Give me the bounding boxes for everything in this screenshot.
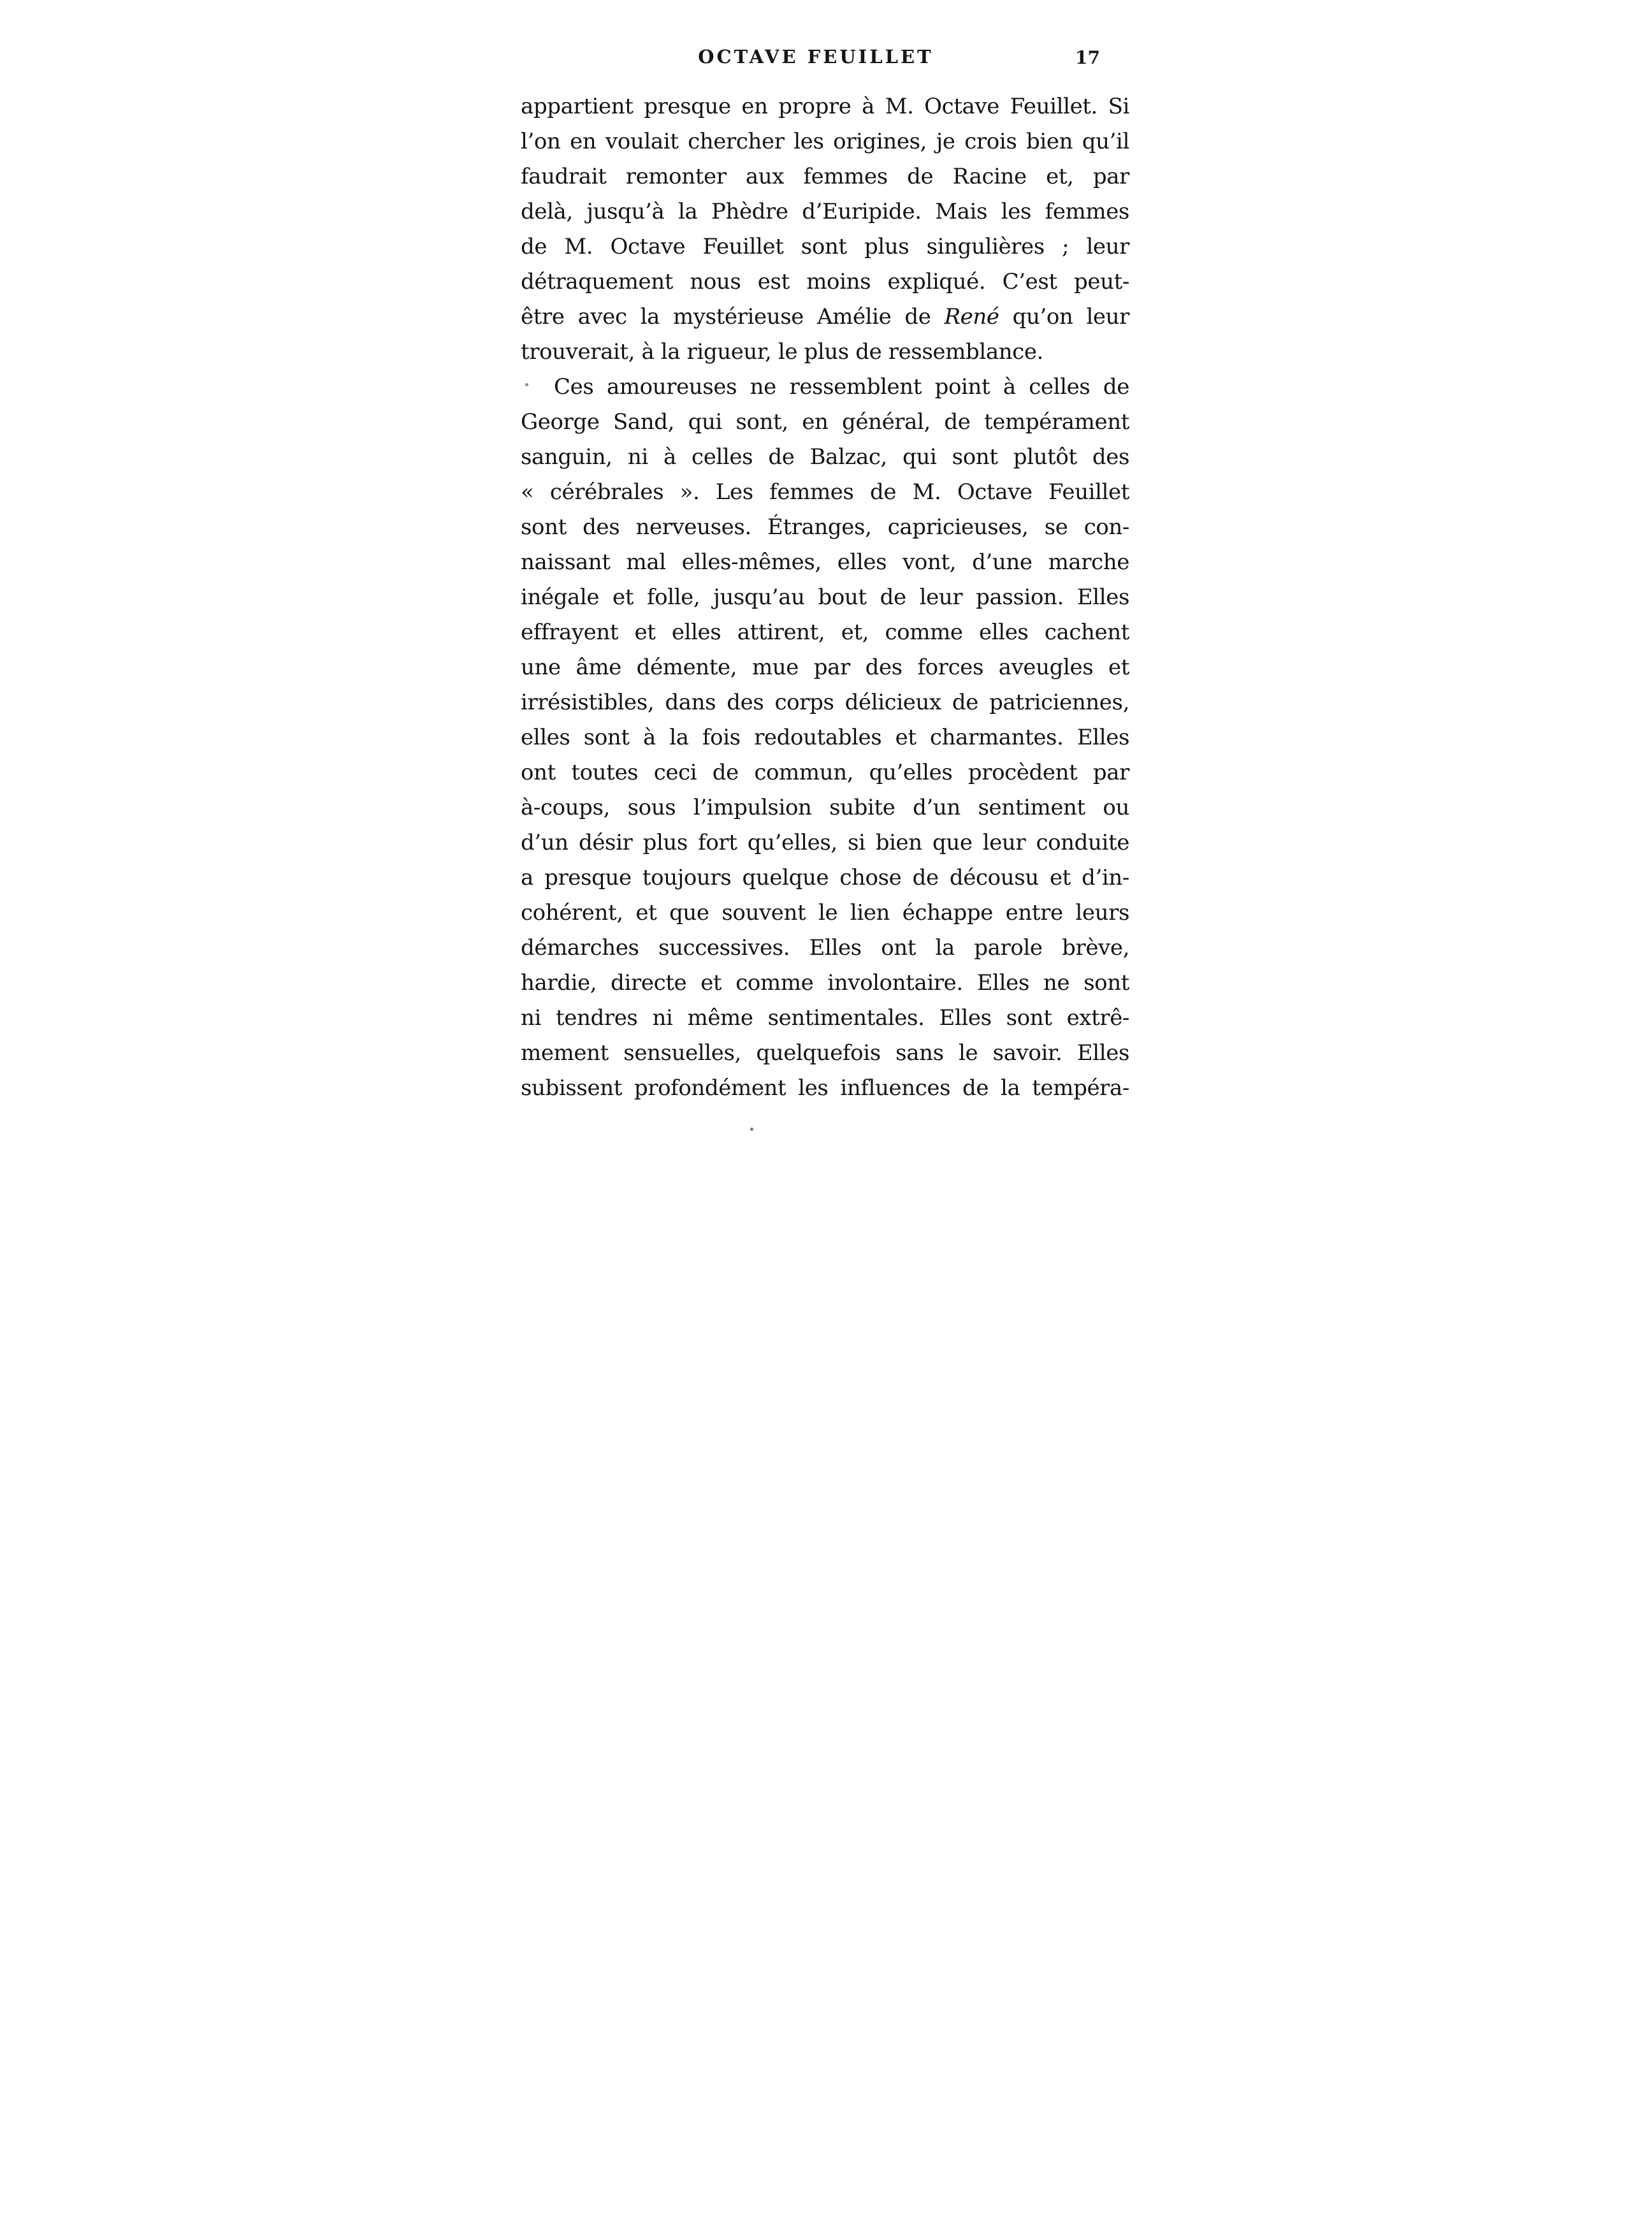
text-line	[521, 335, 1129, 370]
text-line	[521, 825, 1129, 860]
text-line	[521, 405, 1129, 440]
line-text: mement sensuelles, quelquefois sans le savoir. Elles	[521, 1040, 1129, 1066]
line-text: faudrait remonter aux femmes de Racine et, par	[521, 164, 1129, 189]
text-line	[521, 790, 1129, 825]
text-line	[521, 1036, 1129, 1071]
text-line	[521, 229, 1129, 265]
text-line	[521, 720, 1129, 755]
line-text: delà, jusqu’à la Phèdre d’Euripide. Mais les femmes	[521, 199, 1129, 224]
text-line	[521, 755, 1129, 790]
line-text: détraquement nous est moins expliqué. C’est peut-	[521, 269, 1129, 294]
line-text: George Sand, qui sont, en général, de tempérament	[521, 409, 1129, 435]
line-text: subissent profondément les influences de la tempéra-	[521, 1075, 1129, 1101]
line-text: qu’on leur	[999, 304, 1130, 330]
line-text: ni tendres ni même sentimentales. Elles sont extrê-	[521, 1005, 1129, 1031]
text-line	[521, 615, 1129, 650]
paragraph	[521, 370, 1129, 1106]
line-text: elles sont à la fois redoutables et charmantes. Elles	[521, 725, 1129, 750]
line-text: Ces amoureuses ne ressemblent point à celles de	[554, 374, 1129, 400]
line-text: l’on en voulait chercher les origines, je crois bien qu’il	[521, 129, 1129, 154]
text-line	[521, 475, 1129, 510]
line-text: une âme démente, mue par des forces aveugles et	[521, 655, 1129, 680]
page-number: 17	[1075, 47, 1100, 68]
line-text: naissant mal elles-mêmes, elles vont, d’une marche	[521, 549, 1129, 575]
line-text: a presque toujours quelque chose de décousu et d’in-	[521, 865, 1129, 890]
text-line	[521, 1001, 1129, 1036]
italic-book-title: René	[944, 304, 999, 330]
text-line	[521, 124, 1129, 159]
line-text: inégale et folle, jusqu’au bout de leur passion. Elles	[521, 584, 1129, 610]
scan-speck	[750, 1128, 753, 1131]
line-text: « cérébrales ». Les femmes de M. Octave Feuillet	[521, 479, 1129, 505]
running-head-title: OCTAVE FEUILLET	[698, 46, 934, 68]
line-text: irrésistibles, dans des corps délicieux de patriciennes,	[521, 690, 1129, 715]
line-text: sanguin, ni à celles de Balzac, qui sont plutôt des	[521, 444, 1129, 470]
text-line	[521, 300, 1129, 335]
text-line	[521, 896, 1129, 931]
scan-speck	[525, 383, 528, 386]
text-line	[521, 545, 1129, 580]
line-text: être avec la mystérieuse Amélie de	[521, 304, 945, 330]
line-text: hardie, directe et comme involontaire. Elles ne sont	[521, 970, 1129, 996]
text-line	[521, 931, 1129, 966]
text-line	[521, 370, 1129, 405]
text-line	[521, 685, 1129, 720]
text-line	[521, 510, 1129, 545]
line-text: sont des nerveuses. Étranges, capricieuses, se con-	[521, 514, 1129, 540]
line-text: cohérent, et que souvent le lien échappe entre leurs	[521, 900, 1129, 926]
text-line	[521, 1071, 1129, 1106]
line-text: d’un désir plus fort qu’elles, si bien que leur conduite	[521, 830, 1129, 855]
paragraph	[521, 89, 1129, 370]
line-text: de M. Octave Feuillet sont plus singulières ; leur	[521, 234, 1129, 259]
line-text: effrayent et elles attirent, et, comme elles cachent	[521, 620, 1129, 645]
text-line	[521, 580, 1129, 615]
text-line	[521, 650, 1129, 685]
line-text: trouverait, à la rigueur, le plus de ressemblance.	[521, 339, 1043, 365]
line-text: appartient presque en propre à M. Octave Feuillet. Si	[521, 94, 1129, 119]
line-text: ont toutes ceci de commun, qu’elles procèdent par	[521, 760, 1129, 785]
line-text: démarches successives. Elles ont la parole brève,	[521, 935, 1129, 961]
text-line	[521, 194, 1129, 229]
text-line	[521, 159, 1129, 194]
text-line	[521, 966, 1129, 1001]
text-line	[521, 440, 1129, 475]
text-line	[521, 265, 1129, 300]
text-block	[521, 89, 1129, 1106]
text-line	[521, 89, 1129, 124]
line-text: à-coups, sous l’impulsion subite d’un sentiment ou	[521, 795, 1129, 820]
text-line	[521, 860, 1129, 896]
